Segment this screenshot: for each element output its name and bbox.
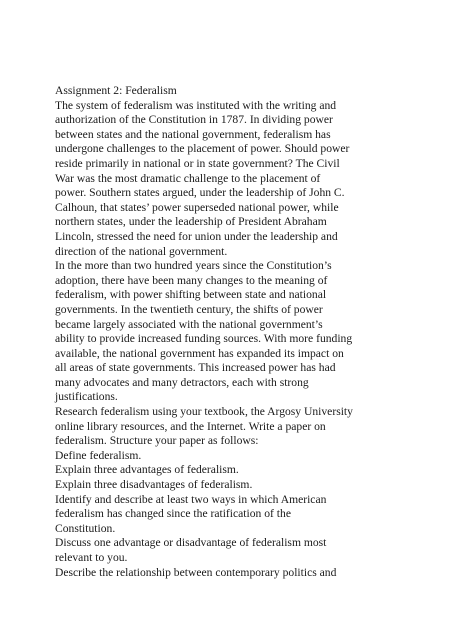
body-line: ability to provide increased funding sources. With more funding xyxy=(55,332,353,346)
body-line: many advocates and many detractors, each with strong xyxy=(55,375,309,389)
body-line: federalism, with power shifting between state and national xyxy=(55,288,327,302)
body-line: relevant to you. xyxy=(55,551,128,564)
body-line: Identify and describe at least two ways in which American xyxy=(55,492,327,506)
body-line: reside primarily in national or in state government? The Civil xyxy=(55,156,340,170)
body-line: northern states, under the leadership of President Abraham xyxy=(55,215,327,229)
body-line: undergone challenges to the placement of power. Should power xyxy=(55,142,350,156)
body-line: power. Southern states argued, under the leadership of John C. xyxy=(55,186,345,200)
document-body xyxy=(55,84,405,580)
body-line: Explain three advantages of federalism. xyxy=(55,463,239,477)
body-line: Constitution. xyxy=(55,521,116,535)
body-line: became largely associated with the national government’s xyxy=(55,317,323,331)
body-line: Describe the relationship between contemporary politics and xyxy=(55,565,337,579)
body-line: online library resources, and the Internet. Write a paper on xyxy=(55,419,326,433)
body-line: Lincoln, stressed the need for union under the leadership and xyxy=(55,229,338,243)
body-line: justifications. xyxy=(55,390,118,404)
body-line: In the more than two hundred years since the Constitution’s xyxy=(55,259,332,273)
body-line: available, the national government has expanded its impact on xyxy=(55,346,344,360)
body-line: War was the most dramatic challenge to the placement of xyxy=(55,171,321,185)
body-line: authorization of the Constitution in 1787. In dividing power xyxy=(55,113,333,127)
body-line: federalism has changed since the ratification of the xyxy=(55,507,291,521)
body-line: adoption, there have been many changes to the meaning of xyxy=(55,273,328,287)
document-title: Assignment 2: Federalism xyxy=(55,84,177,97)
body-line: governments. In the twentieth century, the shifts of power xyxy=(55,302,323,316)
body-line: all areas of state governments. This increased power has had xyxy=(55,361,336,375)
body-line: federalism. Structure your paper as follows: xyxy=(55,434,259,448)
body-line: Calhoun, that states’ power superseded national power, while xyxy=(55,200,339,214)
body-line: The system of federalism was instituted with the writing and xyxy=(55,98,337,112)
body-line: between states and the national government, federalism has xyxy=(55,127,331,141)
body-line: Explain three disadvantages of federalism. xyxy=(55,478,253,492)
body-line: Define federalism. xyxy=(55,448,142,462)
body-line: direction of the national government. xyxy=(55,244,228,258)
body-line: Research federalism using your textbook, the Argosy University xyxy=(55,405,353,419)
body-line: Discuss one advantage or disadvantage of federalism most xyxy=(55,536,327,550)
